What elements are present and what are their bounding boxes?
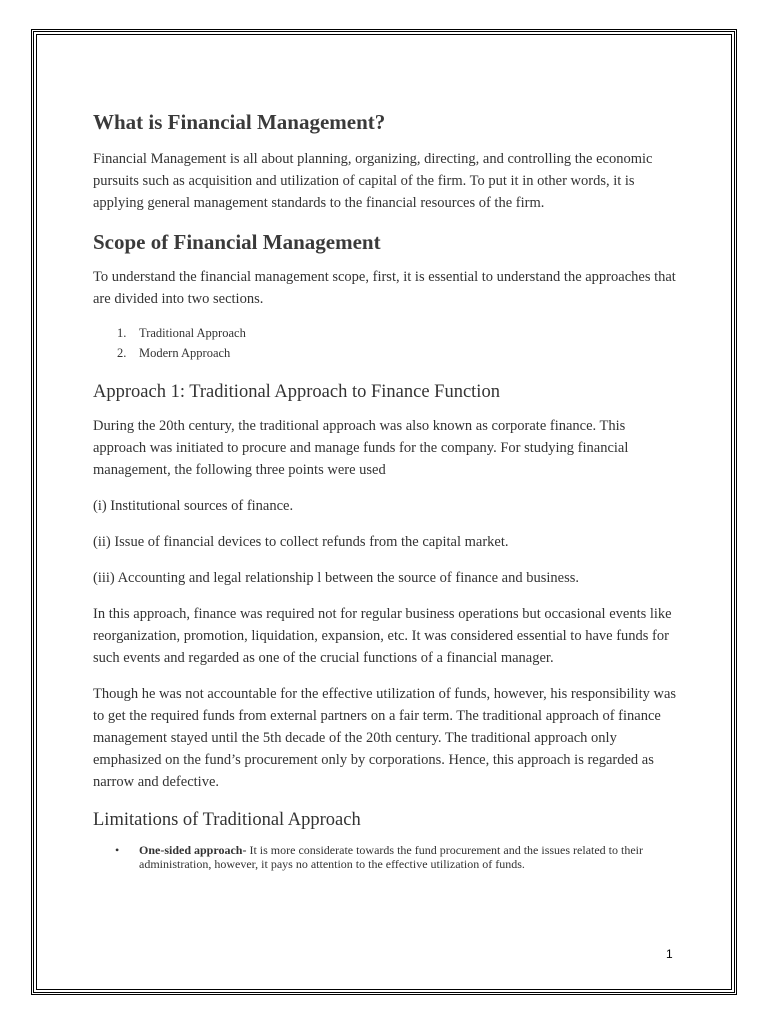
- list-item-label: Traditional Approach: [139, 326, 246, 340]
- bullet-icon: •: [115, 843, 120, 857]
- approaches-list: [93, 324, 677, 363]
- heading-approach-1: Approach 1: Traditional Approach to Finance Function: [93, 382, 500, 402]
- document-body: [93, 108, 677, 871]
- paragraph-occasional-events: In this approach, finance was required not for regular business operations but occasional events like reorganization, promotion, liquidation, expansion, etc. It was considered essential to have funds for such events and regarded as one of the crucial functions of a financial manager.: [93, 606, 672, 666]
- heading-scope: Scope of Financial Management: [93, 230, 381, 254]
- limitations-list: [93, 843, 677, 871]
- paragraph-traditional-intro: During the 20th century, the traditional approach was also known as corporate finance. This approach was initiated to procure and manage funds for the company. For studying financial management, the following three points were used: [93, 418, 629, 478]
- limitation-term: One-sided approach-: [139, 843, 247, 857]
- heading-what-is-financial-management: What is Financial Management?: [93, 110, 386, 134]
- paragraph-scope-intro: To understand the financial management scope, first, it is essential to understand the approaches that are divided into two sections.: [93, 269, 676, 307]
- paragraph-point-2: (ii) Issue of financial devices to collect refunds from the capital market.: [93, 534, 509, 550]
- limitation-text: It is more considerate towards the fund procurement and the issues related to their administration, however, it pays no attention to the effective utilization of funds.: [139, 843, 644, 871]
- paragraph-point-3: (iii) Accounting and legal relationship l between the source of finance and business.: [93, 570, 580, 586]
- paragraph-point-1: (i) Institutional sources of finance.: [93, 498, 294, 514]
- heading-limitations: Limitations of Traditional Approach: [93, 810, 361, 830]
- list-number: 2.: [117, 345, 127, 360]
- list-item-label: Modern Approach: [139, 345, 231, 360]
- paragraph-accountability: Though he was not accountable for the effective utilization of funds, however, his responsibility was to get the required funds from external partners on a fair term. The traditional approach of finance management stayed until the 5th decade of the 20th century. The traditional approach only emphasized on the fund’s procurement only by corporations. Hence, this approach is regarded as narrow and defective.: [93, 686, 677, 790]
- list-item: [93, 843, 677, 871]
- page-number: 1: [666, 947, 673, 961]
- list-item: [93, 344, 677, 364]
- list-item: [93, 324, 677, 344]
- paragraph-definition: Financial Management is all about planning, organizing, directing, and controlling the economic pursuits such as acquisition and utilization of capital of the firm. To put it in other words, it is applying general management standards to the financial resources of the firm.: [93, 151, 653, 211]
- list-number: 1.: [117, 326, 127, 340]
